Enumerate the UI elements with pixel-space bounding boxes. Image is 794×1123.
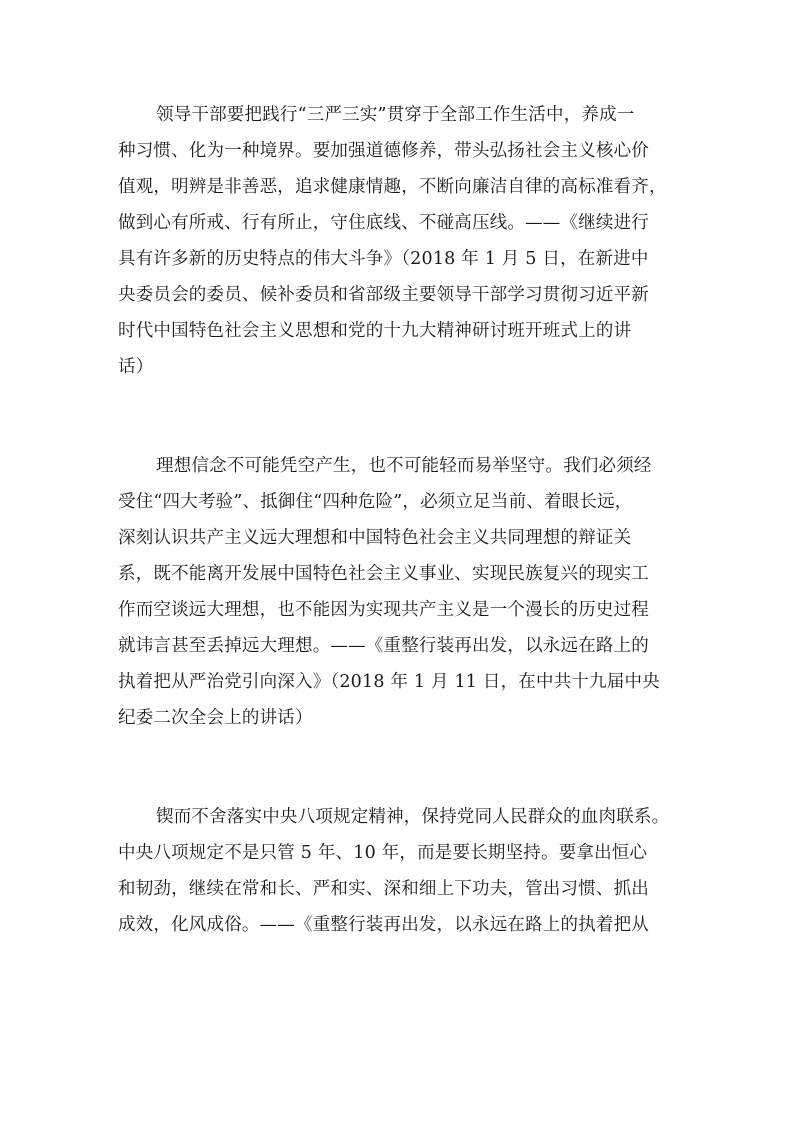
text-line: 深刻认识共产主义远大理想和中国特色社会主义共同理想的辩证关 — [118, 528, 632, 548]
paragraph-1 — [118, 97, 678, 385]
text-line: 种习惯、化为一种境界。要加强道德修养，带头弘扬社会主义核心价 — [118, 141, 649, 161]
text-line: 具有许多新的历史特点的伟大斗争》（2018 年 1 月 5 日，在新进中 — [118, 249, 649, 269]
text-line: 央委员会的委员、候补委员和省部级主要领导干部学习贯彻习近平新 — [118, 285, 649, 305]
text-line: 话） — [118, 357, 154, 377]
text-line: 系，既不能离开发展中国特色社会主义事业、实现民族复兴的现实工 — [118, 564, 649, 584]
text-line: 值观，明辨是非善恶，追求健康情趣，不断向廉洁自律的高标准看齐， — [118, 177, 667, 197]
text-line: 锲而不舍落实中央八项规定精神，保持党同人民群众的血肉联系。 — [156, 807, 670, 827]
paragraph-2 — [118, 448, 678, 736]
text-line: 就讳言甚至丢掉远大理想。——《重整行装再出发，以永远在路上的 — [118, 636, 649, 656]
text-line: 中央八项规定不是只管 5 年、10 年，而是要长期坚持。要拿出恒心 — [118, 843, 648, 863]
text-line: 执着把从严治党引向深入》（2018 年 1 月 11 日，在中共十九届中央 — [118, 672, 660, 692]
text-line: 时代中国特色社会主义思想和党的十九大精神研讨班开班式上的讲 — [118, 321, 632, 341]
text-line: 和韧劲，继续在常和长、严和实、深和细上下功夫，管出习惯、抓出 — [118, 879, 649, 899]
paragraph-3 — [118, 799, 678, 943]
text-line: 作而空谈远大理想，也不能因为实现共产主义是一个漫长的历史过程 — [118, 600, 649, 620]
text-line: 做到心有所戒、行有所止，守住底线、不碰高压线。——《继续进行 — [118, 213, 649, 233]
text-line: 理想信念不可能凭空产生，也不可能轻而易举坚守。我们必须经 — [156, 456, 652, 476]
text-line: 成效，化风成俗。——《重整行装再出发，以永远在路上的执着把从 — [118, 915, 649, 935]
text-line: 领导干部要把践行“三严三实”贯穿于全部工作生活中，养成一 — [156, 105, 635, 125]
text-line: 纪委二次全会上的讲话） — [118, 708, 313, 728]
text-line: 受住“四大考验”、抵御住“四种危险”，必须立足当前、着眼长远， — [118, 492, 633, 512]
